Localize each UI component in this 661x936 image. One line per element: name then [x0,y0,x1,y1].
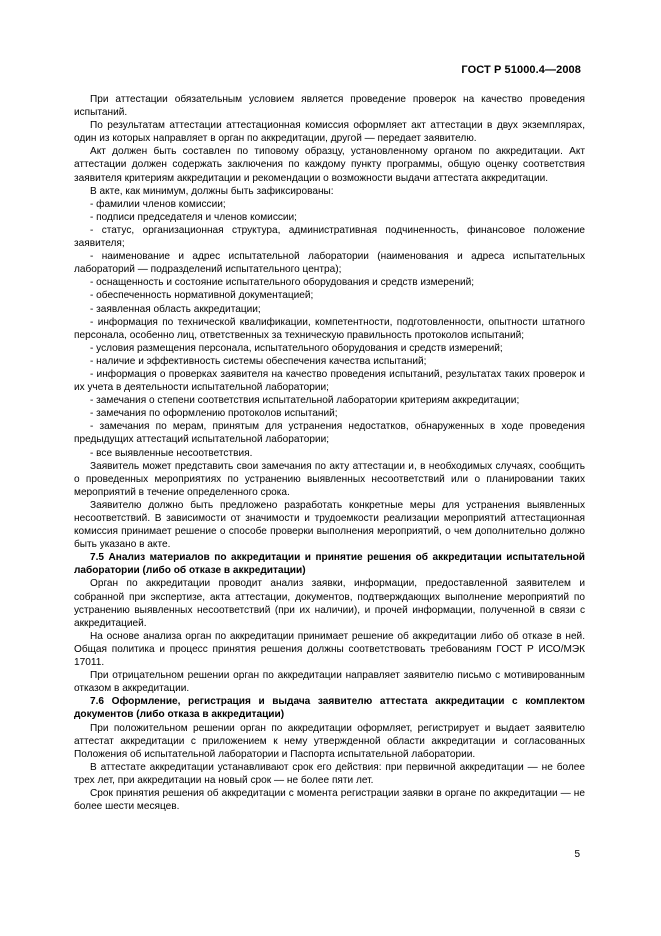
paragraph: Акт должен быть составлен по типовому образцу, установленному органом по аккредитации. Акт аттестации должен содержать заключения по каждому пункту программы, общую оценку соответствия заявителя критериям аккредитации и рекомендации о возможности выдачи аттестата аккредитации. [74,146,585,184]
paragraph: При положительном решении орган по аккредитации оформляет, регистрирует и выдает заявителю аттестат аккредитации с приложением к нему утвержденной области аккредитации и согласованных Положения об испытательной лаборатории и Паспорта испытательной лаборатории. [74,722,585,760]
list-item: - замечания по мерам, принятым для устранения недостатков, обнаруженных в ходе проведения предыдущих аттестаций испытательной лаборатории; [74,421,585,446]
paragraph: Заявителю должно быть предложено разработать конкретные меры для устранения выявленных несоответствий. В зависимости от значимости и трудоемкости реализации мероприятий аттестационная комиссия принимает решение о способе проверки выполнения мероприятий, о чем дополнительно должно быть указано в акте. [74,499,585,551]
list-item: - наличие и эффективность системы обеспечения качества испытаний; [90,355,427,367]
list-item: - информация о проверках заявителя на качество проведения испытаний, результатах таких проверок и их учета в деятельности испытательной лаборатории; [74,368,585,394]
section-heading-7-5: 7.5 Анализ материалов по аккредитации и принятие решения об аккредитации испытательной лаборатории (либо об отказе в аккредитации) [74,552,585,577]
list-item: - замечания по оформлению протоколов испытаний; [90,408,338,420]
document-body [74,93,585,813]
list-item: - условия размещения персонала, испытательного оборудования и средств измерений; [90,342,503,354]
list-item: - фамилии членов комиссии; [90,198,226,210]
list-item: - заявленная область аккредитации; [90,303,261,315]
list-item: - информация по технической квалификации, компетентности, подготовленности, опытности штатного персонала, особенно лиц, ответственных за техническую правильность протоколов испытаний; [74,316,585,341]
paragraph: По результатам аттестации аттестационная комиссия оформляет акт аттестации в двух экземплярах, один из которых направляет в орган по аккредитации, другой — передает заявителю. [74,120,585,145]
paragraph: При отрицательном решении орган по аккредитации направляет заявителю письмо с мотивированным отказом в аккредитации. [74,670,585,695]
document-standard-id: ГОСТ Р 51000.4—2008 [461,64,581,76]
page-number: 5 [574,849,580,860]
paragraph: В акте, как минимум, должны быть зафиксированы: [90,185,334,197]
paragraph: Орган по аккредитации проводит анализ заявки, информации, предоставленной заявителем и собранной при экспертизе, акта аттестации, документов, подтверждающих выполнение мероприятий по устранению выявленных несоответствий (при их наличии), и прочей информации, полученной в связи с аккредитацией. [74,578,585,629]
list-item: - обеспеченность нормативной документацией; [90,290,314,302]
section-heading-7-6: 7.6 Оформление, регистрация и выдача заявителю аттестата аккредитации с комплектом документов (либо отказа в аккредитации) [74,696,585,721]
list-item: - все выявленные несоответствия. [90,447,253,459]
paragraph: При аттестации обязательным условием является проведение проверок на качество проведения испытаний. [74,94,585,119]
paragraph: В аттестате аккредитации устанавливают срок его действия: при первичной аккредитации — не более трех лет, при аккредитации на новый срок — не более пяти лет. [74,761,585,786]
paragraph: Срок принятия решения об аккредитации с момента регистрации заявки в органе по аккредитации — не более шести месяцев. [74,787,585,813]
list-item: - замечания о степени соответствия испытательной лаборатории критериям аккредитации; [90,395,520,407]
paragraph: Заявитель может представить свои замечания по акту аттестации и, в необходимых случаях, сообщить о проведенных мероприятиях по устранению выявленных несоответствий или о планировании таких мероприятий в течение определенного срока. [74,460,585,498]
list-item: - наименование и адрес испытательной лаборатории (наименования и адреса испытательных лабораторий — подразделений испытательного центра); [74,251,585,276]
list-item: - оснащенность и состояние испытательного оборудования и средств измерений; [90,277,475,289]
list-item: - подписи председателя и членов комиссии; [90,211,297,223]
paragraph: На основе анализа орган по аккредитации принимает решение об аккредитации либо об отказе в ней. Общая политика и процесс принятия решения должны соответствовать требованиям ГОСТ Р ИСО/МЭК 17011. [74,630,585,669]
list-item: - статус, организационная структура, административная подчиненность, финансовое положение заявителя; [74,224,585,250]
